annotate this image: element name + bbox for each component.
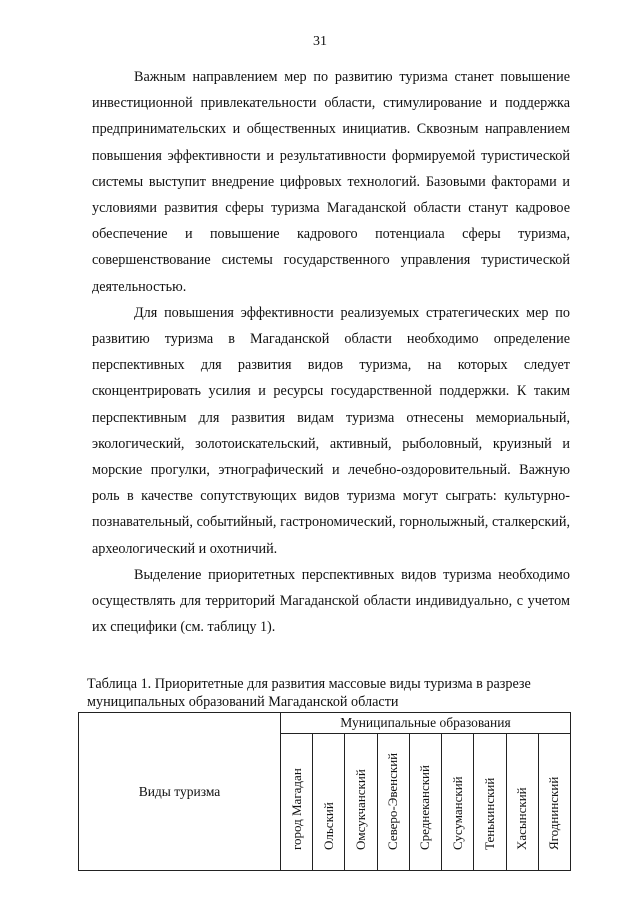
- municipality-header-cell: [409, 734, 441, 871]
- paragraph: Важным направлением мер по развитию туризма станет повышение инвестиционной привлекательности области, стимулирование и поддержка предпринимательских и общественных инициатив. Сквозным направлением повышения эффективности и результативности формируемой туристической системы выступит внедрение цифровых технологий. Базовыми факторами и условиями развития сферы туризма Магаданской области станут кадровое обеспечение и повышение кадрового потенциала сферы туризма, совершенствование системы государственного управления туристической деятельностью.: [92, 69, 570, 295]
- body-text: [92, 64, 570, 640]
- municipality-name: Омсукчанский: [353, 769, 369, 850]
- tourism-types-table: [78, 712, 571, 871]
- municipality-name: Ягоднинский: [546, 776, 562, 850]
- paragraph: Выделение приоритетных перспективных видов туризма необходимо осуществлять для территорий Магаданской области индивидуально, с учетом их специфики (см. таблицу 1).: [92, 566, 570, 636]
- types-header-cell: Виды туризма: [79, 713, 281, 871]
- municipality-header-cell: [345, 734, 377, 871]
- paragraph: Для повышения эффективности реализуемых стратегических мер по развитию туризма в Магаданской области необходимо определение перспективных для развития видов туризма, на которых следует сконцентрировать усилия и ресурсы государственной поддержки. К таким перспективным для развития видам туризма отнесены мемориальный, экологический, золотоискательский, активный, рыболовный, круизный и морские прогулки, этнографический и лечебно-оздоровительный. Важную роль в качестве сопутствующих видов туризма могут сыграть: культурно-познавательный, событийный, гастрономический, горнолыжный, сталкерский, археологический и охотничий.: [92, 304, 570, 557]
- municipality-name: Среднеканский: [417, 765, 433, 850]
- municipality-header-cell: [506, 734, 538, 871]
- municipality-header-cell: [442, 734, 474, 871]
- municipality-header-cell: [474, 734, 506, 871]
- municipality-header-cell: [281, 734, 313, 871]
- municipality-name: Тенькинский: [481, 777, 497, 850]
- municipality-name: Ольский: [320, 802, 336, 850]
- municipality-header-cell: [538, 734, 570, 871]
- municipalities-header-cell: Муниципальные образования: [281, 713, 571, 734]
- municipality-name: Северо-Эвенский: [385, 752, 401, 850]
- municipality-name: Сусуманский: [449, 776, 465, 850]
- municipality-header-cell: [377, 734, 409, 871]
- municipality-name: Хасынский: [514, 787, 530, 850]
- municipality-name: город Магадан: [288, 768, 304, 850]
- page-number: 31: [313, 34, 327, 49]
- table-caption: Таблица 1. Приоритетные для развития массовые виды туризма в разрезе муниципальных образований Магаданской области: [87, 676, 531, 710]
- municipality-header-cell: [313, 734, 345, 871]
